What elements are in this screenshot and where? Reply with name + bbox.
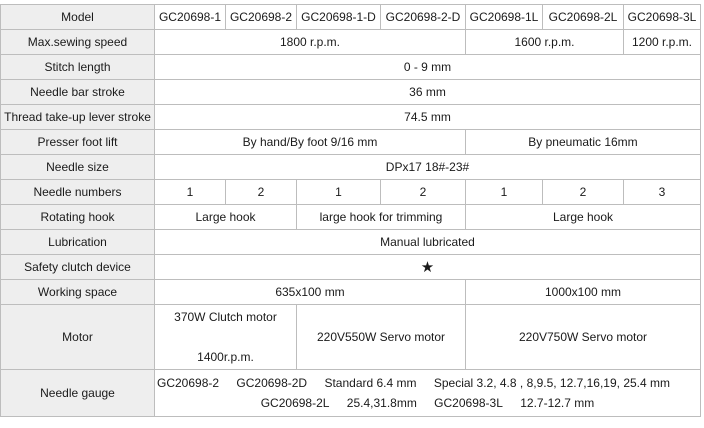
row-label: Working space: [1, 280, 155, 305]
row-thread-takeup: [1, 105, 701, 130]
value-cell: 3: [624, 180, 701, 205]
row-max-speed: [1, 30, 701, 55]
gauge-text: GC20698-3L: [434, 396, 503, 410]
row-label: Needle bar stroke: [1, 80, 155, 105]
row-label: Rotating hook: [1, 205, 155, 230]
clutch-motor-cell: [155, 305, 297, 370]
row-presser-foot: [1, 130, 701, 155]
model-cell: GC20698-1L: [466, 5, 543, 30]
value-cell: 1: [297, 180, 381, 205]
gauge-text: Standard 6.4 mm: [324, 376, 417, 390]
gauge-text: 25.4,31.8mm: [346, 396, 417, 410]
row-label: Lubrication: [1, 230, 155, 255]
row-label: Presser foot lift: [1, 130, 155, 155]
value-cell: 36 mm: [155, 80, 701, 105]
gauge-text: GC20698-2: [157, 376, 220, 390]
model-cell: GC20698-1: [155, 5, 226, 30]
spec-table: [0, 4, 701, 417]
servo-550-cell: 220V550W Servo motor: [297, 305, 466, 370]
needle-gauge-cell: [155, 370, 701, 417]
gauge-text: Special 3.2, 4.8 , 8,9.5, 12.7,16,19, 25.4 mm: [433, 376, 670, 390]
row-label: Max.sewing speed: [1, 30, 155, 55]
row-label: Stitch length: [1, 55, 155, 80]
gauge-text: GC20698-2D: [236, 376, 308, 390]
needle-gauge-line-2: [155, 393, 700, 413]
value-cell: 635x100 mm: [155, 280, 466, 305]
speed-cell: 1800 r.p.m.: [155, 30, 466, 55]
row-label: Model: [1, 5, 155, 30]
row-needle-gauge: [1, 370, 701, 417]
value-cell: Large hook: [155, 205, 297, 230]
star-icon: ★: [420, 259, 435, 276]
value-cell: 2: [381, 180, 466, 205]
value-cell: Manual lubricated: [155, 230, 701, 255]
row-label: Safety clutch device: [1, 255, 155, 280]
speed-cell: 1600 r.p.m.: [466, 30, 624, 55]
row-label: Needle gauge: [1, 370, 155, 417]
row-label: Needle size: [1, 155, 155, 180]
value-cell: DPx17 18#-23#: [155, 155, 701, 180]
row-label: Motor: [1, 305, 155, 370]
row-label: Thread take-up lever stroke: [1, 105, 155, 130]
row-needle-numbers: [1, 180, 701, 205]
value-cell: 1: [466, 180, 543, 205]
servo-750-cell: 220V750W Servo motor: [466, 305, 701, 370]
needle-gauge-line-1: [155, 373, 700, 393]
value-cell: Large hook: [466, 205, 701, 230]
value-cell: 2: [543, 180, 624, 205]
value-cell: 1000x100 mm: [466, 280, 701, 305]
gauge-text: 12.7-12.7 mm: [520, 396, 595, 410]
row-working-space: [1, 280, 701, 305]
model-cell: GC20698-2: [226, 5, 297, 30]
gauge-text: GC20698-2L: [260, 396, 330, 410]
clutch-motor-name: 370W Clutch motor: [174, 310, 277, 324]
row-safety-clutch: [1, 255, 701, 280]
value-cell: By pneumatic 16mm: [466, 130, 701, 155]
value-cell: By hand/By foot 9/16 mm: [155, 130, 466, 155]
value-cell: large hook for trimming: [297, 205, 466, 230]
value-cell: 0 - 9 mm: [155, 55, 701, 80]
value-cell: 2: [226, 180, 297, 205]
row-model: [1, 5, 701, 30]
model-cell: GC20698-2L: [543, 5, 624, 30]
model-cell: GC20698-2-D: [381, 5, 466, 30]
model-cell: GC20698-1-D: [297, 5, 381, 30]
row-stitch-length: [1, 55, 701, 80]
row-rotating-hook: [1, 205, 701, 230]
row-label: Needle numbers: [1, 180, 155, 205]
value-cell: [155, 255, 701, 280]
value-cell: 1: [155, 180, 226, 205]
row-motor: [1, 305, 701, 370]
clutch-motor-speed: 1400r.p.m.: [197, 350, 254, 364]
row-needle-size: [1, 155, 701, 180]
row-needle-bar-stroke: [1, 80, 701, 105]
speed-cell: 1200 r.p.m.: [624, 30, 701, 55]
row-lubrication: [1, 230, 701, 255]
model-cell: GC20698-3L: [624, 5, 701, 30]
value-cell: 74.5 mm: [155, 105, 701, 130]
